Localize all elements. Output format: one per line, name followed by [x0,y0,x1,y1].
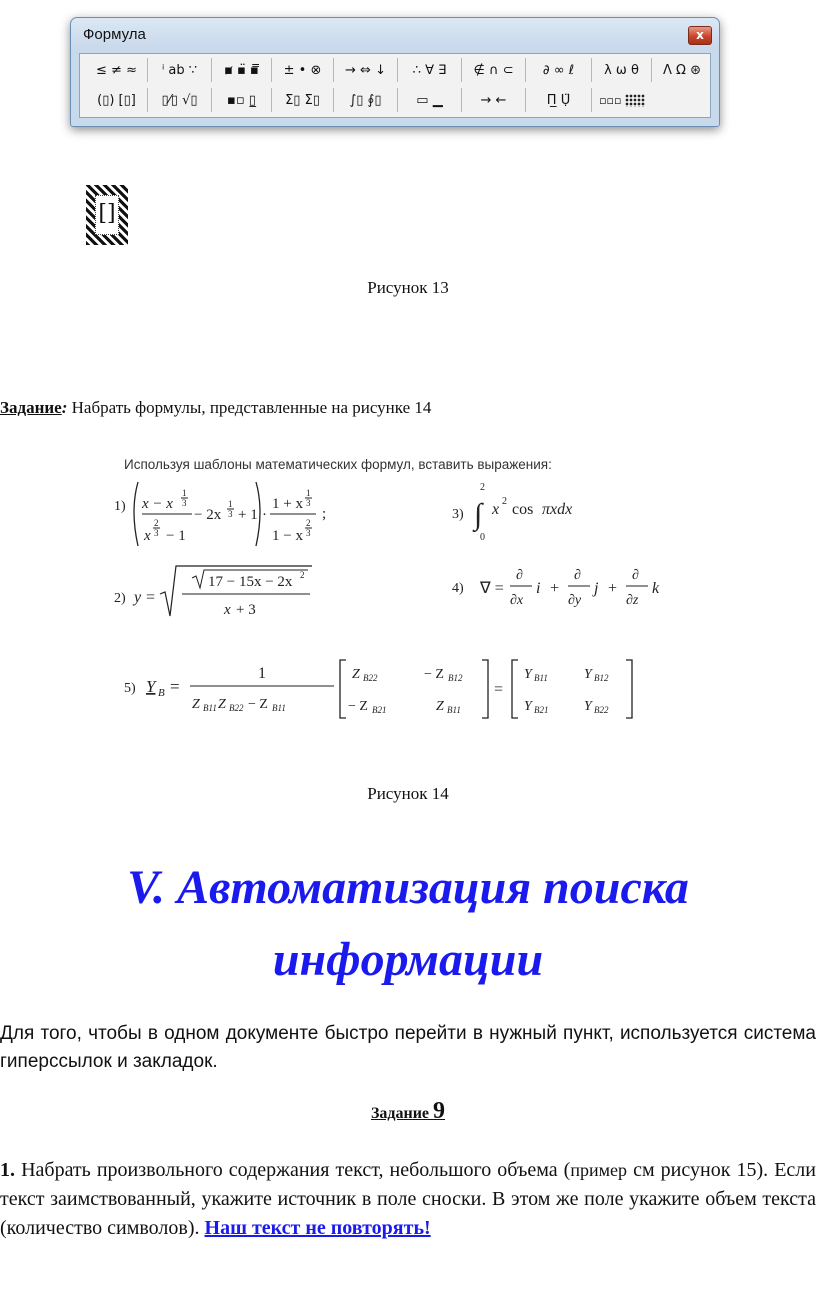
svg-text:+ 1: + 1 [238,507,258,523]
formulas-figure [112,452,672,732]
svg-text:2: 2 [300,570,305,580]
relations-palette-button[interactable]: ≤ ≠ ≈ [86,58,148,82]
operators-palette-button[interactable]: ± • ⊗ [272,58,334,82]
item-1-text-a: Набрать произвольного содержания текст, небольшого объема ( [15,1159,571,1181]
svg-text:3: 3 [182,498,187,508]
set-theory-palette-button[interactable]: ∉ ∩ ⊂ [462,58,526,82]
task-label: Задание [0,398,62,417]
svg-text:cos: cos [512,501,534,518]
toolbar-row-1 [86,57,712,83]
arrows-palette-button[interactable]: → ⇔ ↓ [334,58,398,82]
misc-symbols-palette-button[interactable]: ∂ ∞ ℓ [526,58,592,82]
toolbar-panel [79,53,711,118]
bars-palette-button[interactable]: ▭ ▁ [398,88,462,112]
item-1-paragraph [0,1156,816,1243]
svg-text:·: · [262,507,267,523]
svg-text:0: 0 [480,532,485,543]
svg-text:− Z: − Z [348,699,368,714]
svg-text:=: = [170,677,180,696]
greek-lower-palette-button[interactable]: λ ω θ [592,58,652,82]
svg-text:1 + x: 1 + x [272,496,303,512]
svg-text:∂: ∂ [516,568,523,583]
svg-text:B11: B11 [272,703,286,713]
svg-text:=: = [146,589,156,606]
svg-text:B22: B22 [363,673,378,683]
svg-text:B11: B11 [447,705,461,715]
formula-5-number: 5) [124,681,136,696]
svg-text:1: 1 [306,488,311,498]
svg-text:Z: Z [436,699,444,714]
section-heading-line-2: информации [272,933,544,986]
svg-text:+ 3: + 3 [236,602,256,618]
fractions-radicals-palette-button[interactable]: ▯⁄▯ √▯ [148,88,212,112]
figure-14-caption: Рисунок 14 [367,784,449,803]
svg-text:j: j [594,580,599,597]
section-heading-line-1: V. Автоматизация поиска [127,861,689,914]
svg-text:∂x: ∂x [510,593,524,608]
svg-text:;: ; [322,506,327,522]
svg-text:+: + [550,580,560,597]
svg-text:B12: B12 [448,673,463,683]
svg-text:Y: Y [584,667,592,682]
svg-text:Y: Y [524,699,532,714]
formulas-intro: Используя шаблоны математических формул, вставить выражения: [124,457,552,472]
svg-text:Z: Z [192,697,200,712]
svg-text:=: = [494,681,504,698]
svg-text:∂: ∂ [632,568,639,583]
svg-text:B: B [158,687,165,699]
svg-text:2: 2 [480,482,485,493]
svg-text:B11: B11 [203,703,217,713]
svg-text:B22: B22 [594,705,609,715]
figure-13-caption: Рисунок 13 [367,278,449,297]
formula-toolbar-window [70,17,720,127]
svg-text:x: x [224,602,231,618]
formulas-drawing [112,452,672,732]
svg-text:∂z: ∂z [626,593,639,608]
svg-text:17 − 15x − 2x: 17 − 15x − 2x [208,574,293,590]
svg-text:πxdx: πxdx [542,501,573,518]
svg-text:− Z: − Z [248,697,268,712]
item-1-text-small: пример [570,1160,627,1180]
matrix-template-placeholder [86,185,128,245]
formula-4-number: 4) [452,581,464,596]
svg-text:Y: Y [584,699,592,714]
svg-text:− Z: − Z [424,667,444,682]
products-palette-button[interactable]: Π̲ Ụ̈ [526,88,592,112]
svg-text:B21: B21 [372,705,387,715]
spaces-palette-button[interactable]: ⁱ ab ∵ [148,58,212,82]
task-text: Набрать формулы, представленные на рисунке 14 [67,398,432,417]
svg-text:− 1: − 1 [166,528,186,544]
svg-text:1: 1 [182,488,187,498]
toolbar-row-2 [86,87,652,113]
svg-text:+: + [608,580,618,597]
svg-text:x: x [144,528,151,544]
svg-text:Z: Z [218,697,226,712]
svg-text:3: 3 [228,509,233,519]
svg-text:B12: B12 [594,673,609,683]
svg-text:1: 1 [258,665,266,682]
formula-2-number: 2) [114,591,126,606]
task-9-label: Задание [370,1105,434,1122]
fences-palette-button[interactable]: (▯) [▯] [86,88,148,112]
item-1-text-b: см рисунок 15). Если текст заимствованный, укажите источник в поле сноски. В этом же поле укажите объем текста (количество символов). [0,1159,816,1239]
svg-text:B22: B22 [229,703,244,713]
logic-palette-button[interactable]: ∴ ∀ ∃ [398,58,462,82]
svg-text:y: y [134,589,142,606]
matrices-palette-button[interactable] [592,88,652,112]
svg-text:2: 2 [306,518,311,528]
task-9-heading [0,1098,816,1125]
matrix-grid-icon [625,94,645,107]
svg-text:∫: ∫ [474,498,483,531]
svg-text:3: 3 [306,528,311,538]
svg-text:B11: B11 [534,673,548,683]
intro-paragraph: Для того, чтобы в одном документе быстро перейти в нужный пункт, используется система гиперссылок и закладок. [0,1023,816,1072]
svg-text:k: k [652,580,660,597]
do-not-repeat-link[interactable]: Наш текст не повторять! [204,1217,431,1239]
task-9-number: 9 [433,1098,446,1124]
window-title: Формула [83,26,146,43]
svg-text:x − x: x − x [142,496,173,512]
subscripts-palette-button[interactable]: ▪▫ ▯̲ [212,88,272,112]
svg-text:Z: Z [352,667,360,682]
task-colon: : [61,398,68,417]
svg-text:Y: Y [146,677,156,696]
svg-text:2: 2 [154,518,159,528]
labeled-arrows-palette-button[interactable]: → ← [462,88,526,112]
svg-text:3: 3 [306,498,311,508]
greek-upper-palette-button[interactable]: Λ Ω ⊛ [663,62,701,78]
svg-text:3: 3 [154,528,159,538]
matrix-row-icon: ▫▫▫ [599,93,622,107]
svg-text:∂: ∂ [574,568,581,583]
formula-3-number: 3) [452,507,464,522]
svg-text:2: 2 [502,496,507,507]
embellishments-palette-button[interactable]: ▪̷ ▪̈ ▪̿ [212,58,272,82]
formula-1-number: 1) [114,499,126,514]
svg-text:∂y: ∂y [568,593,582,608]
svg-text:1: 1 [228,499,233,509]
summation-palette-button[interactable]: Σ▯ Σ▯ [272,88,334,112]
close-icon[interactable]: x [688,26,712,45]
svg-text:i: i [536,580,541,597]
svg-text:− 2x: − 2x [194,507,222,523]
task-line [0,398,431,418]
svg-text:1 − x: 1 − x [272,528,303,544]
svg-text:Y: Y [524,667,532,682]
svg-text:B21: B21 [534,705,549,715]
item-1-number: 1. [0,1159,15,1181]
integrals-palette-button[interactable]: ∫▯ ∮▯ [334,88,398,112]
svg-text:∇ =: ∇ = [480,580,504,597]
svg-text:x: x [492,501,500,518]
matrix-slot: [] [95,195,119,235]
